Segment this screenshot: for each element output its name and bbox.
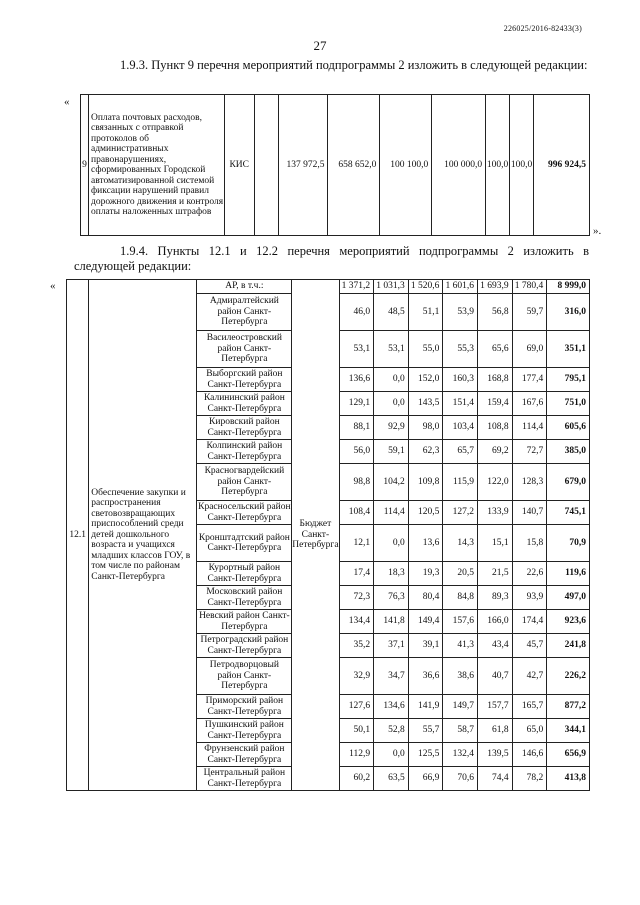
row-total: 316,0 [547,294,590,331]
year-value: 115,9 [443,464,478,501]
year-value: 157,7 [477,695,512,719]
item-9-value-1: 137 972,5 [278,95,328,236]
district-name: Колпинский район Санкт-Петербурга [197,440,292,464]
year-value: 21,5 [477,562,512,586]
year-value: 166,0 [477,610,512,634]
year-value: 43,4 [477,634,512,658]
row-total: 385,0 [547,440,590,464]
district-name: Красногвардейский район Санкт-Петербурга [197,464,292,501]
year-value: 127,6 [339,695,374,719]
row-total: 656,9 [547,743,590,767]
year-value: 93,9 [512,586,547,610]
item-9-total: 996 924,5 [534,95,590,236]
year-value: 151,4 [443,392,478,416]
year-value: 0,0 [374,743,409,767]
year-value: 65,0 [512,719,547,743]
year-value: 134,4 [339,610,374,634]
year-value: 146,6 [512,743,547,767]
row-total: 344,1 [547,719,590,743]
year-value: 22,6 [512,562,547,586]
year-value: 36,6 [408,658,443,695]
year-value: 42,7 [512,658,547,695]
year-value: 48,5 [374,294,409,331]
district-name: Фрунзенский район Санкт-Петербурга [197,743,292,767]
table-row [67,280,590,294]
year-value: 19,3 [408,562,443,586]
year-value: 0,0 [374,368,409,392]
year-value: 12,1 [339,525,374,562]
year-value: 141,9 [408,695,443,719]
year-value: 53,1 [374,331,409,368]
district-name: Невский район Санкт-Петербурга [197,610,292,634]
year-value: 143,5 [408,392,443,416]
year-value: 80,4 [408,586,443,610]
year-value: 38,6 [443,658,478,695]
year-value: 104,2 [374,464,409,501]
year-value: 65,7 [443,440,478,464]
item-9-value-2: 658 652,0 [328,95,380,236]
close-quote-1: ». [593,225,602,237]
year-value: 72,7 [512,440,547,464]
funding-source: Бюджет Санкт-Петербурга [292,280,339,791]
year-value: 0,0 [374,392,409,416]
year-value: 109,8 [408,464,443,501]
row-total: 8 999,0 [547,280,590,294]
district-name: Калининский район Санкт-Петербурга [197,392,292,416]
district-name: Кронштадтский район Санкт-Петербурга [197,525,292,562]
year-value: 58,7 [443,719,478,743]
year-value: 46,0 [339,294,374,331]
row-total: 119,6 [547,562,590,586]
year-value: 141,8 [374,610,409,634]
row-total: 923,6 [547,610,590,634]
section-1-9-3-text: 1.9.3. Пункт 9 перечня мероприятий подпрограммы 2 изложить в следующей редакции: [120,58,588,72]
year-value: 17,4 [339,562,374,586]
item-12-1-description: Обеспечение закупки и распространения световозвращающих приспособлений среди детей дошкольного возраста и учащихся младших классов ГОУ, в том числе по районам Санкт-Петербурга [89,280,197,791]
year-value: 1 371,2 [339,280,374,294]
year-value: 18,3 [374,562,409,586]
item-12-1-number: 12.1 [67,280,89,791]
row-total: 497,0 [547,586,590,610]
item-9-value-6: 100,0 [510,95,534,236]
year-value: 59,1 [374,440,409,464]
year-value: 20,5 [443,562,478,586]
year-value: 0,0 [374,525,409,562]
year-value: 74,4 [477,767,512,791]
section-1-9-4-text: 1.9.4. Пункты 12.1 и 12.2 перечня мероприятий подпрограммы 2 изложить в следующей редакции: [74,244,589,273]
year-value: 177,4 [512,368,547,392]
year-value: 125,5 [408,743,443,767]
year-value: 120,5 [408,501,443,525]
item-9-number: 9 [81,95,89,236]
year-value: 65,6 [477,331,512,368]
year-value: 152,0 [408,368,443,392]
row-total: 241,8 [547,634,590,658]
item-9-description: Оплата почтовых расходов, связанных с отправкой протоколов об административных правонарушениях, сформированных Городской автоматизированной системой фиксации нарушений правил дорожного движения и контроля оплаты наложенных штрафов [88,95,224,236]
item-9-executor: КИС [224,95,254,236]
year-value: 34,7 [374,658,409,695]
year-value: 88,1 [339,416,374,440]
year-value: 39,1 [408,634,443,658]
row-total: 877,2 [547,695,590,719]
row-total: 679,0 [547,464,590,501]
year-value: 127,2 [443,501,478,525]
year-value: 1 693,9 [477,280,512,294]
year-value: 149,4 [408,610,443,634]
year-value: 50,1 [339,719,374,743]
year-value: 53,9 [443,294,478,331]
row-total: 413,8 [547,767,590,791]
year-value: 112,9 [339,743,374,767]
year-value: 69,0 [512,331,547,368]
year-value: 13,6 [408,525,443,562]
year-value: 56,0 [339,440,374,464]
year-value: 98,0 [408,416,443,440]
year-value: 159,4 [477,392,512,416]
item-9-value-5: 100,0 [486,95,510,236]
district-name: Адмиралтейский район Санкт-Петербурга [197,294,292,331]
year-value: 157,6 [443,610,478,634]
year-value: 132,4 [443,743,478,767]
district-name: Приморский район Санкт-Петербурга [197,695,292,719]
year-value: 174,4 [512,610,547,634]
year-value: 1 780,4 [512,280,547,294]
year-value: 1 601,6 [443,280,478,294]
district-name: Курортный район Санкт-Петербурга [197,562,292,586]
year-value: 62,3 [408,440,443,464]
year-value: 55,7 [408,719,443,743]
table-item-9 [80,94,590,236]
year-value: 149,7 [443,695,478,719]
district-name: Центральный район Санкт-Петербурга [197,767,292,791]
row-total: 605,6 [547,416,590,440]
year-value: 35,2 [339,634,374,658]
item-9-value-3: 100 100,0 [380,95,432,236]
year-value: 165,7 [512,695,547,719]
district-name: Петроградский район Санкт-Петербурга [197,634,292,658]
year-value: 15,8 [512,525,547,562]
year-value: 128,3 [512,464,547,501]
year-value: 53,1 [339,331,374,368]
year-value: 41,3 [443,634,478,658]
year-value: 56,8 [477,294,512,331]
district-name: Красносельский район Санкт-Петербурга [198,502,291,523]
open-quote-2: « [50,280,56,292]
year-value: 60,2 [339,767,374,791]
year-value: 14,3 [443,525,478,562]
year-value: 15,1 [477,525,512,562]
year-value: 32,9 [339,658,374,695]
year-value: 55,3 [443,331,478,368]
district-name: Московский район Санкт-Петербурга [197,586,292,610]
district-name: Выборгский район Санкт-Петербурга [197,368,292,392]
year-value: 89,3 [477,586,512,610]
district-name: Пушкинский район Санкт-Петербурга [197,719,292,743]
year-value: 70,6 [443,767,478,791]
year-value: 37,1 [374,634,409,658]
year-value: 108,4 [339,501,374,525]
year-value: 92,9 [374,416,409,440]
year-value: 160,3 [443,368,478,392]
year-value: 45,7 [512,634,547,658]
item-9-empty-cell [254,95,278,236]
year-value: 129,1 [339,392,374,416]
row-total: 745,1 [547,501,590,525]
year-value: 134,6 [374,695,409,719]
year-value: 59,7 [512,294,547,331]
year-value: 168,8 [477,368,512,392]
year-value: 98,8 [339,464,374,501]
year-value: 114,4 [512,416,547,440]
open-quote-1: « [64,96,70,108]
row-total: 795,1 [547,368,590,392]
year-value: 1 031,3 [374,280,409,294]
year-value: 72,3 [339,586,374,610]
year-value: 63,5 [374,767,409,791]
year-value: 108,8 [477,416,512,440]
year-value: 66,9 [408,767,443,791]
year-value: 76,3 [374,586,409,610]
year-value: 84,8 [443,586,478,610]
district-name: Кировский район Санкт-Петербурга [197,416,292,440]
year-value: 51,1 [408,294,443,331]
district-name: АР, в т.ч.: [197,280,292,294]
item-9-value-4: 100 000,0 [432,95,486,236]
district-name: Василеостровский район Санкт-Петербурга [197,331,292,368]
year-value: 114,4 [374,501,409,525]
year-value: 1 520,6 [408,280,443,294]
year-value: 122,0 [477,464,512,501]
document-id: 226025/2016-82433(3) [503,24,582,33]
year-value: 136,6 [339,368,374,392]
year-value: 55,0 [408,331,443,368]
row-total: 751,0 [547,392,590,416]
table-item-12-1 [66,279,590,791]
year-value: 139,5 [477,743,512,767]
district-name: Петродворцовый район Санкт-Петербурга [197,658,292,695]
year-value: 40,7 [477,658,512,695]
page-number: 27 [313,38,327,53]
year-value: 140,7 [512,501,547,525]
year-value: 61,8 [477,719,512,743]
row-total: 70,9 [547,525,590,562]
year-value: 133,9 [477,501,512,525]
year-value: 78,2 [512,767,547,791]
year-value: 103,4 [443,416,478,440]
year-value: 69,2 [477,440,512,464]
year-value: 52,8 [374,719,409,743]
row-total: 351,1 [547,331,590,368]
year-value: 167,6 [512,392,547,416]
row-total: 226,2 [547,658,590,695]
